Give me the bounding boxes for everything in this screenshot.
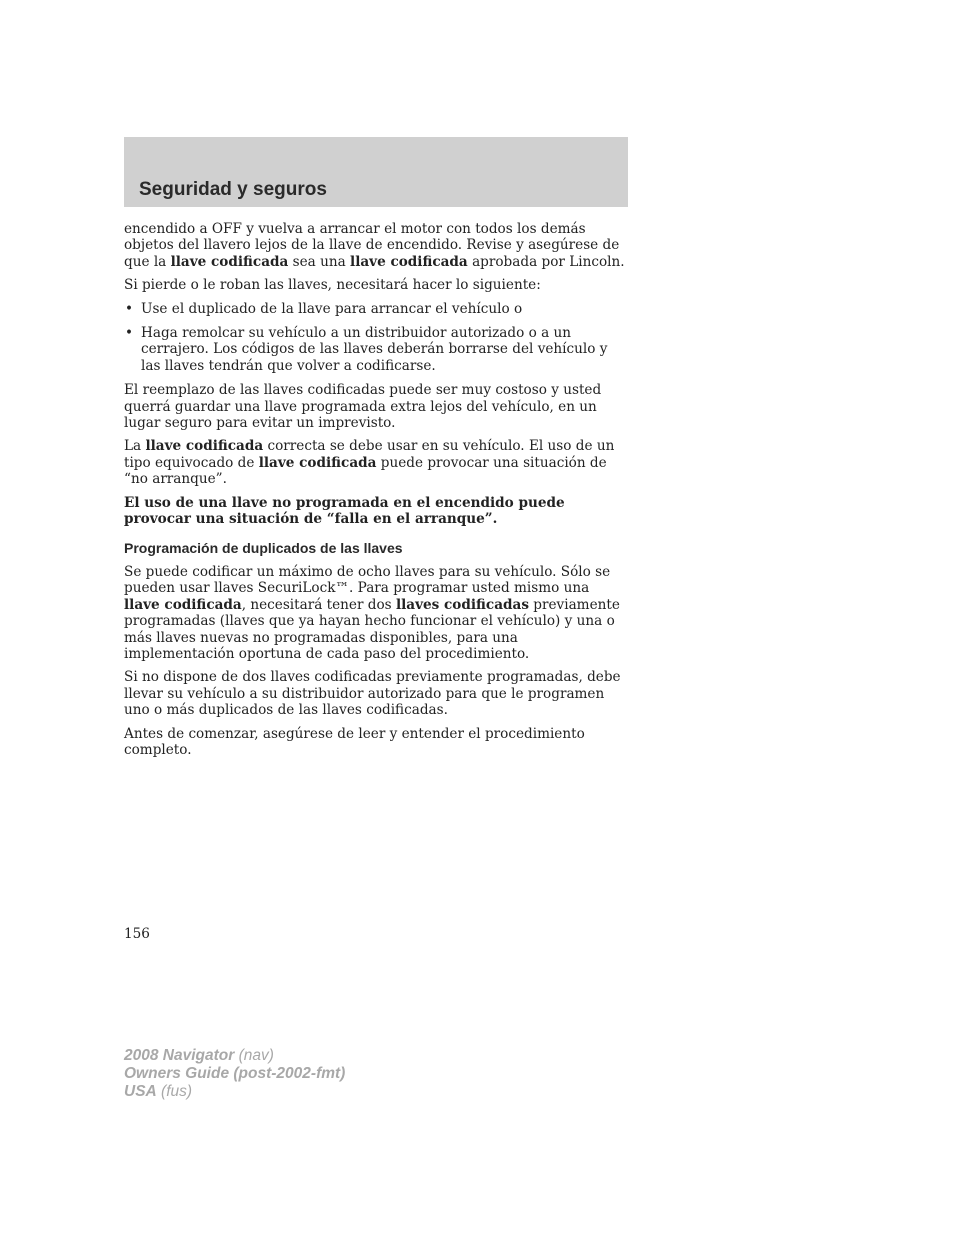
paragraph-read-procedure: Antes de comenzar, asegúrese de leer y entender el procedimiento completo. <box>124 725 585 758</box>
footer-model-code: (nav) <box>234 1047 274 1064</box>
text-run: puede provocar una situación de “no arranque”. <box>124 454 607 488</box>
page-number: 156 <box>124 926 150 942</box>
paragraph-max-keys <box>124 564 628 662</box>
emphasis-coded-keys: llaves codificadas <box>395 596 529 613</box>
paragraph-lost-keys: Si pierde o le roban las llaves, necesitará hacer lo siguiente: <box>124 277 541 294</box>
footer-market-code: (fus) <box>156 1083 193 1100</box>
paragraph-dealer-programming: Si no dispone de dos llaves codificadas previamente programadas, debe llevar su vehículo a su distribuidor autorizado para que le programen uno o más duplicados de las llaves codificadas. <box>124 669 621 719</box>
bullet-list <box>124 301 628 375</box>
footer-guide: Owners Guide (post-2002-fmt) <box>124 1065 346 1082</box>
text-run: encendido a OFF y vuelva a arrancar el motor con todos los demás objetos del llavero lejos de la llave de encendido. Revise y asegúrese de que la <box>124 221 620 270</box>
section-title: Seguridad y seguros <box>139 179 327 200</box>
text-run: Se puede codificar un máximo de ocho llaves para su vehículo. Sólo se pueden usar llaves SecuriLock™. Para programar usted mismo una <box>124 563 611 597</box>
text-run: previamente programadas (llaves que ya hayan hecho funcionar el vehículo) y una o más llaves nuevas no programadas disponibles, para una implementación oportuna de cada paso del procedimiento. <box>124 596 620 662</box>
bullet-icon: • <box>125 300 134 317</box>
list-item-text: Haga remolcar su vehículo a un distribuidor autorizado o a un cerrajero. Los códigos de las llaves deberán borrarse del vehículo y las llaves tendrán que volver a codificarse. <box>141 325 608 374</box>
footer-line-guide <box>124 1065 345 1083</box>
list-item <box>124 325 628 374</box>
text-run: sea una <box>288 253 351 270</box>
list-item <box>124 301 628 317</box>
footer-market: USA <box>124 1083 157 1100</box>
emphasis-coded-key: llave codificada <box>170 253 289 270</box>
text-run: , necesitará tener dos <box>241 596 396 613</box>
warning-unprogrammed-key: El uso de una llave no programada en el encendido puede provocar una situación de “falla en el arranque”. <box>124 494 565 528</box>
emphasis-coded-key: llave codificada <box>124 596 242 613</box>
document-footer <box>124 1047 345 1101</box>
footer-line-market <box>124 1083 345 1101</box>
section-header-band <box>124 137 628 207</box>
text-run: correcta se debe usar en su vehículo. El uso de un tipo equivocado de <box>124 438 615 471</box>
paragraph-replacement-cost: El reemplazo de las llaves codificadas puede ser muy costoso y usted querrá guardar una llave programada extra lejos del vehículo, en un lugar seguro para evitar un imprevisto. <box>124 382 602 432</box>
page-content <box>124 221 628 765</box>
bullet-icon: • <box>125 325 134 342</box>
footer-model: 2008 Navigator <box>124 1047 235 1064</box>
text-run: aprobada por Lincoln. <box>467 253 625 270</box>
emphasis-coded-key: llave codificada <box>258 454 377 471</box>
paragraph-correct-key <box>124 438 628 487</box>
subheading-key-programming: Programación de duplicados de las llaves <box>124 539 403 556</box>
list-item-text: Use el duplicado de la llave para arrancar el vehículo o <box>141 300 523 317</box>
text-run: La <box>124 438 146 455</box>
emphasis-coded-key: llave codificada <box>145 438 264 455</box>
emphasis-coded-key: llave codificada <box>350 253 468 270</box>
paragraph-coded-key-check <box>124 221 628 270</box>
footer-line-model <box>124 1047 345 1065</box>
